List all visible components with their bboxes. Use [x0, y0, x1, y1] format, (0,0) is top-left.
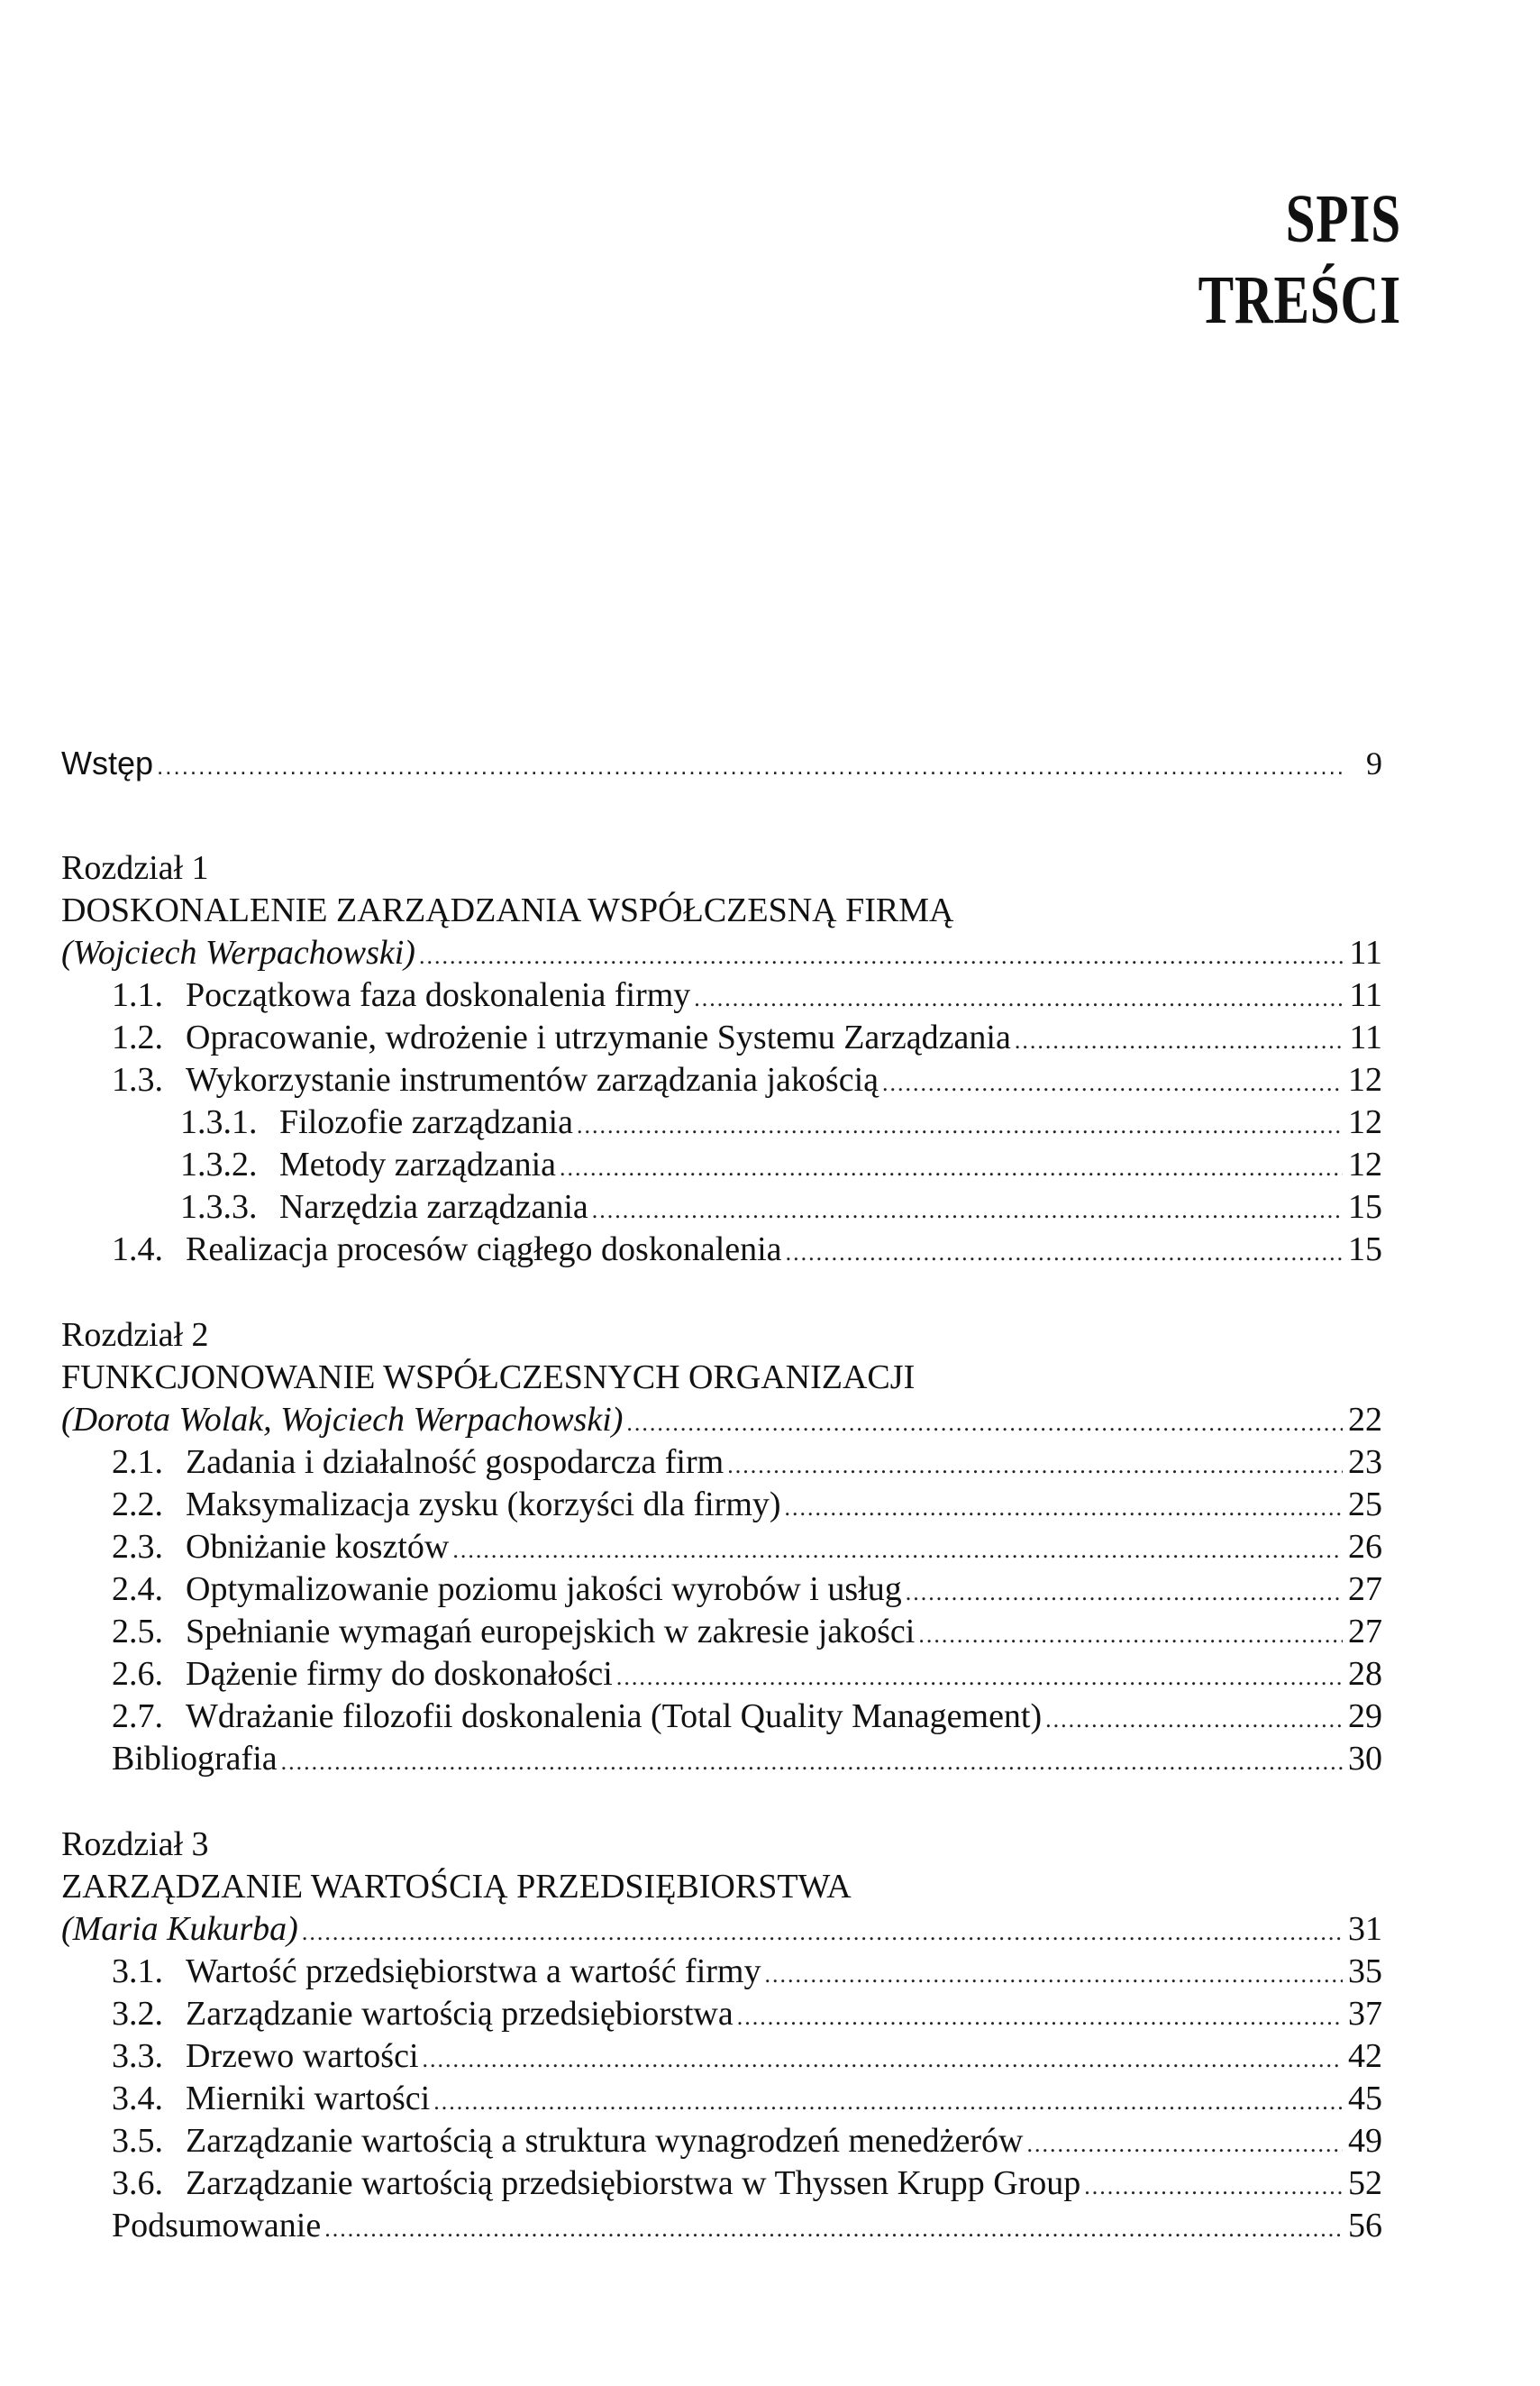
section-number: 1.1. [112, 976, 163, 1014]
toc-entry-page: 9 [1366, 745, 1382, 782]
toc-entry[interactable] [58, 1102, 1382, 1144]
toc-entry[interactable] [58, 1059, 1382, 1102]
chapter-author: (Maria Kukurba) [61, 1910, 298, 1948]
section-title: Obniżanie kosztów [186, 1528, 450, 1566]
section-number: 3.3. [112, 2037, 163, 2075]
leader-dots [694, 977, 1343, 1019]
toc-entry-bibliography[interactable] [58, 1738, 1382, 1780]
toc-entry-page: 12 [1348, 1103, 1382, 1141]
toc-entry-page: 52 [1348, 2164, 1382, 2202]
leader-dots [592, 1189, 1343, 1231]
leader-dots [157, 745, 1343, 788]
leader-dots [452, 1529, 1343, 1571]
leader-dots [423, 2038, 1343, 2080]
toc-entry-page: 35 [1348, 1952, 1382, 1990]
section-number: 3.2. [112, 1995, 163, 2033]
toc-entry[interactable] [58, 1484, 1382, 1526]
section-title: Bibliografia [112, 1740, 278, 1778]
section-number: 2.3. [112, 1528, 163, 1566]
section-title: Wdrażanie filozofii doskonalenia (Total Quality Management) [186, 1697, 1043, 1735]
section-title: Drzewo wartości [186, 2037, 419, 2075]
toc-entry-page: 31 [1348, 1910, 1382, 1948]
leader-dots [419, 935, 1343, 977]
leader-dots [882, 1062, 1343, 1104]
leader-dots [324, 2208, 1343, 2250]
toc-entry[interactable] [58, 974, 1382, 1017]
chapter-author: (Dorota Wolak, Wojciech Werpachowski) [61, 1401, 624, 1439]
leader-dots [765, 1953, 1344, 1996]
toc-entry[interactable] [58, 1653, 1382, 1696]
section-number: 3.6. [112, 2164, 163, 2202]
leader-dots [786, 1231, 1343, 1274]
leader-dots [626, 1402, 1343, 1444]
toc-entry[interactable] [58, 1951, 1382, 1993]
section-number: 1.3. [112, 1061, 163, 1099]
toc-entry-page: 29 [1348, 1697, 1382, 1735]
toc-entry-page: 30 [1348, 1740, 1382, 1778]
toc-entry-page: 25 [1348, 1486, 1382, 1523]
section-title: Realizacja procesów ciągłego doskonalenia [186, 1230, 782, 1268]
leader-dots [1015, 1019, 1343, 1062]
toc-entry[interactable] [58, 2162, 1382, 2205]
toc-entry-title: Wstęp [61, 745, 154, 782]
page-title: SPIS TREŚCI [1198, 181, 1401, 338]
chapter-author: (Wojciech Werpachowski) [61, 934, 415, 972]
section-number: 1.3.2. [180, 1146, 258, 1184]
leader-dots [281, 1741, 1343, 1783]
leader-dots [727, 1444, 1343, 1486]
section-title: Zarządzanie wartością a struktura wynagrodzeń menedżerów [186, 2122, 1024, 2160]
chapter-label: Rozdział 2 [61, 1316, 209, 1354]
section-title: Dążenie firmy do doskonałości [186, 1655, 613, 1693]
section-title: Maksymalizacja zysku (korzyści dla firmy) [186, 1486, 781, 1523]
toc-entry-page: 22 [1348, 1401, 1382, 1439]
section-number: 1.3.3. [180, 1188, 258, 1226]
toc-entry-page: 11 [1349, 1019, 1382, 1056]
chapter-2 [58, 1314, 1382, 1780]
leader-dots [302, 1911, 1343, 1953]
section-number: 3.1. [112, 1952, 163, 1990]
toc-entry-page: 56 [1348, 2207, 1382, 2244]
leader-dots [1026, 2123, 1343, 2165]
toc-entry-page: 12 [1348, 1061, 1382, 1099]
toc-entry-page: 27 [1348, 1613, 1382, 1650]
chapter-1 [58, 847, 1382, 1271]
toc-entry[interactable] [58, 2120, 1382, 2162]
toc-entry-page: 28 [1348, 1655, 1382, 1693]
chapter-3 [58, 1824, 1382, 2247]
leader-dots [737, 1996, 1343, 2038]
section-title: Wartość przedsiębiorstwa a wartość firmy [186, 1952, 761, 1990]
toc-entry-page: 42 [1348, 2037, 1382, 2075]
toc-entry-page: 12 [1348, 1146, 1382, 1184]
toc-entry[interactable] [58, 1696, 1382, 1738]
toc-entry-page: 23 [1348, 1443, 1382, 1481]
chapter-author-entry[interactable] [58, 932, 1382, 974]
section-number: 3.5. [112, 2122, 163, 2160]
toc-entry-page: 11 [1349, 976, 1382, 1014]
chapter-author-entry[interactable] [58, 1399, 1382, 1441]
toc-entry[interactable] [58, 1611, 1382, 1653]
toc-entry-intro[interactable] [58, 742, 1382, 784]
section-number: 1.3.1. [180, 1103, 258, 1141]
chapter-heading: FUNKCJONOWANIE WSPÓŁCZESNYCH ORGANIZACJI [61, 1358, 916, 1396]
toc-entry-page: 37 [1348, 1995, 1382, 2033]
section-number: 2.1. [112, 1443, 163, 1481]
section-number: 2.6. [112, 1655, 163, 1693]
toc-entry-page: 11 [1349, 934, 1382, 972]
leader-dots [1045, 1698, 1343, 1741]
leader-dots [560, 1147, 1343, 1189]
section-number: 1.2. [112, 1019, 163, 1056]
chapter-author-entry[interactable] [58, 1908, 1382, 1951]
toc-entry-page: 45 [1348, 2080, 1382, 2117]
leader-dots [785, 1486, 1343, 1529]
section-title: Wykorzystanie instrumentów zarządzania jakością [186, 1061, 879, 1099]
section-title: Optymalizowanie poziomu jakości wyrobów i usług [186, 1570, 902, 1608]
toc-entry-page: 15 [1348, 1230, 1382, 1268]
section-title: Zadania i działalność gospodarcza firm [186, 1443, 724, 1481]
section-title: Zarządzanie wartością przedsiębiorstwa [186, 1995, 734, 2033]
section-number: 2.4. [112, 1570, 163, 1608]
section-number: 1.4. [112, 1230, 163, 1268]
toc-entry[interactable] [58, 1229, 1382, 1271]
toc-entry-page: 26 [1348, 1528, 1382, 1566]
section-number: 2.5. [112, 1613, 163, 1650]
toc-entry[interactable] [58, 2078, 1382, 2120]
toc-entry-page: 49 [1348, 2122, 1382, 2160]
toc-entry[interactable] [58, 1144, 1382, 1186]
toc-entry[interactable] [58, 1441, 1382, 1484]
toc-entry-summary[interactable] [58, 2205, 1382, 2247]
section-title: Filozofie zarządzania [279, 1103, 573, 1141]
section-number: 3.4. [112, 2080, 163, 2117]
section-title: Spełnianie wymagań europejskich w zakresie jakości [186, 1613, 916, 1650]
table-of-contents [58, 742, 1382, 2247]
toc-entry[interactable] [58, 1993, 1382, 2035]
toc-entry[interactable] [58, 1017, 1382, 1059]
chapter-heading: DOSKONALENIE ZARZĄDZANIA WSPÓŁCZESNĄ FIRMĄ [61, 891, 954, 929]
leader-dots [906, 1571, 1343, 1614]
leader-dots [616, 1656, 1343, 1698]
toc-entry-page: 15 [1348, 1188, 1382, 1226]
chapter-label: Rozdział 1 [61, 849, 209, 887]
chapter-label: Rozdział 3 [61, 1825, 209, 1863]
section-title: Narzędzia zarządzania [279, 1188, 588, 1226]
section-title: Mierniki wartości [186, 2080, 431, 2117]
leader-dots [918, 1614, 1343, 1656]
section-number: 2.7. [112, 1697, 163, 1735]
chapter-heading: ZARZĄDZANIE WARTOŚCIĄ PRZEDSIĘBIORSTWA [61, 1868, 852, 1906]
leader-dots [1084, 2165, 1343, 2208]
toc-entry-page: 27 [1348, 1570, 1382, 1608]
toc-entry[interactable] [58, 1186, 1382, 1229]
section-title: Początkowa faza doskonalenia firmy [186, 976, 691, 1014]
section-number: 2.2. [112, 1486, 163, 1523]
toc-entry[interactable] [58, 2035, 1382, 2078]
section-title: Zarządzanie wartością przedsiębiorstwa w Thyssen Krupp Group [186, 2164, 1081, 2202]
section-title: Podsumowanie [112, 2207, 322, 2244]
section-title: Metody zarządzania [279, 1146, 556, 1184]
toc-entry[interactable] [58, 1526, 1382, 1568]
leader-dots [577, 1104, 1343, 1147]
leader-dots [433, 2080, 1343, 2123]
toc-entry[interactable] [58, 1568, 1382, 1611]
section-title: Opracowanie, wdrożenie i utrzymanie Systemu Zarządzania [186, 1019, 1011, 1056]
